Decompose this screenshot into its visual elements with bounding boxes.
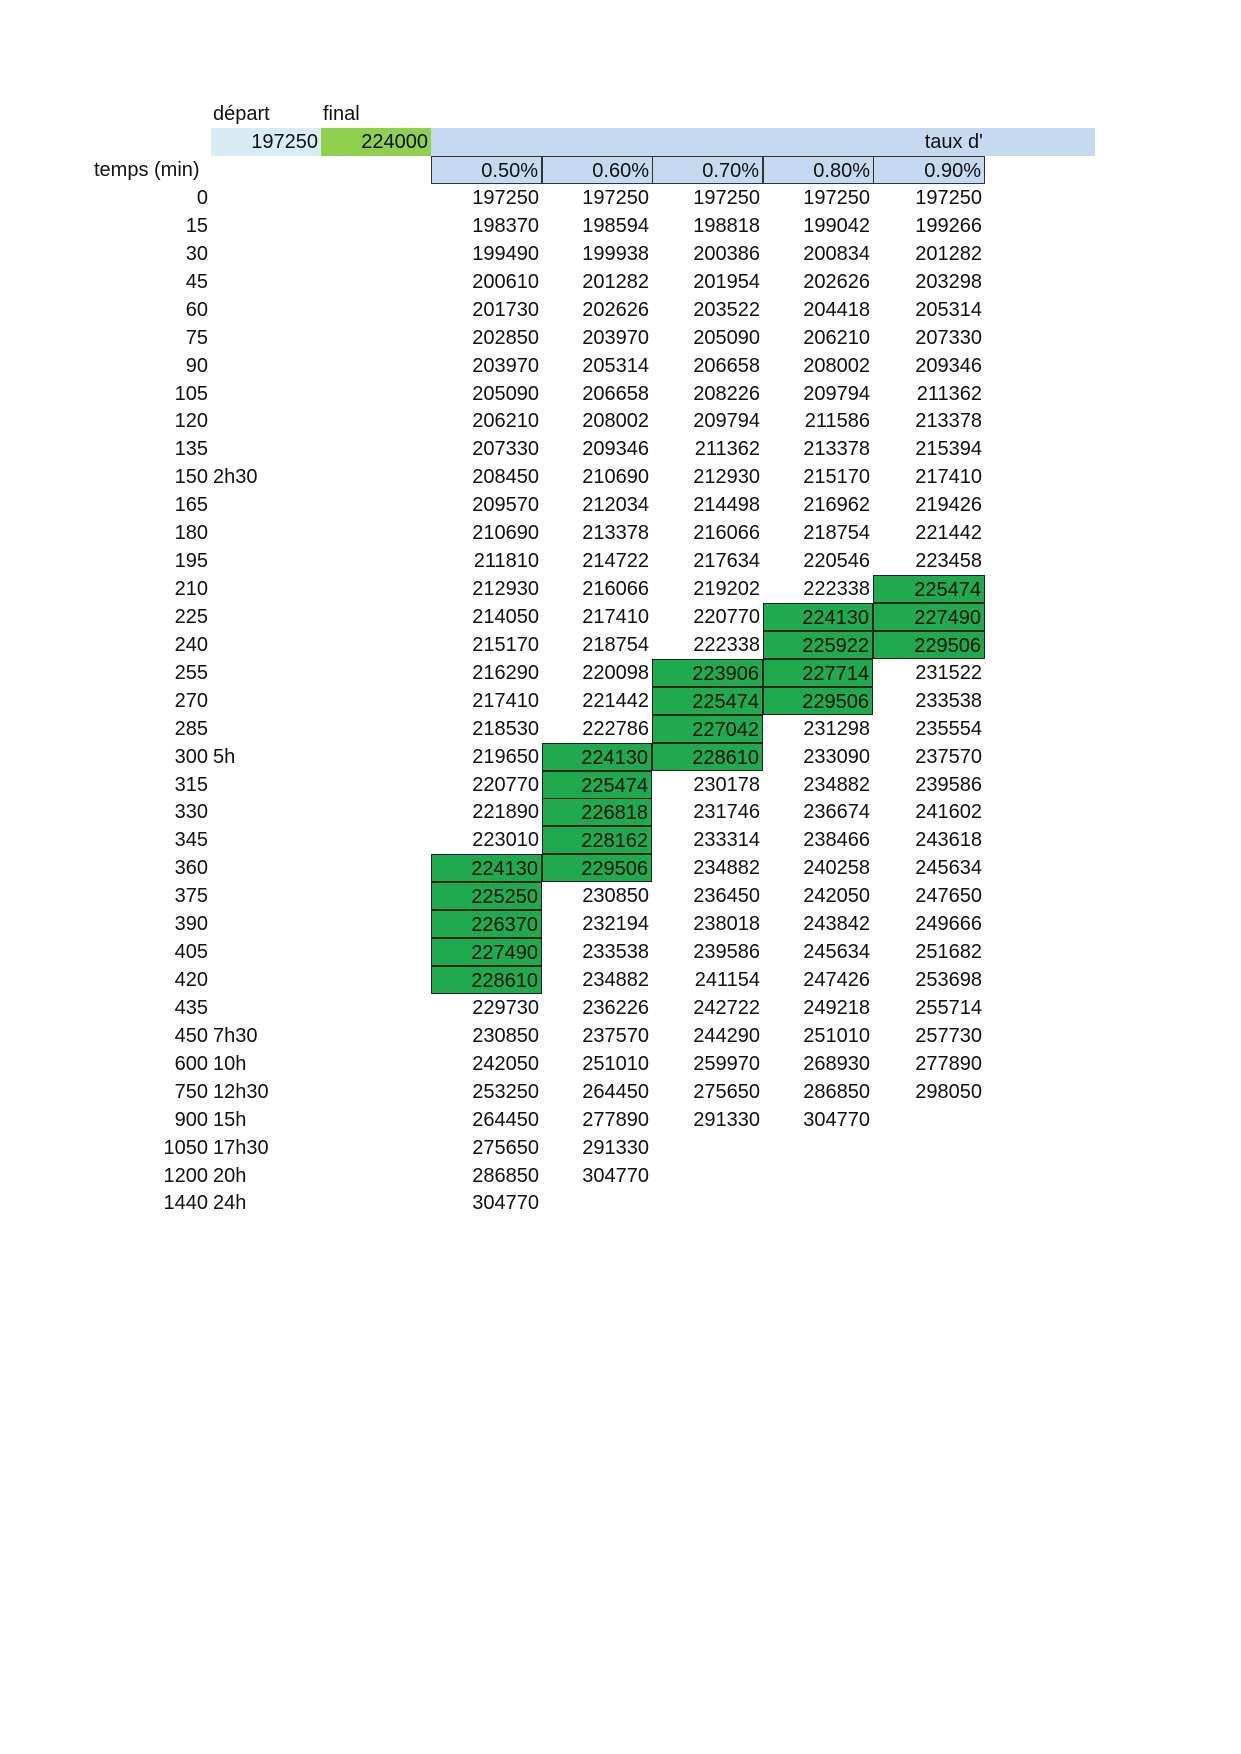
value-cell[interactable]: 212034: [582, 494, 649, 517]
value-cell[interactable]: 207330: [472, 438, 539, 461]
value-cell[interactable]: 268930: [803, 1052, 870, 1075]
value-cell[interactable]: 249666: [915, 913, 982, 936]
value-cell[interactable]: 242050: [472, 1052, 539, 1075]
value-cell[interactable]: 208002: [582, 410, 649, 433]
value-cell[interactable]: 215394: [915, 438, 982, 461]
time-cell[interactable]: 105: [174, 382, 208, 405]
value-cell[interactable]: 286850: [803, 1080, 870, 1103]
value-cell[interactable]: 212930: [472, 578, 539, 601]
value-cell[interactable]: 208226: [693, 382, 760, 405]
time-cell[interactable]: 240: [174, 633, 208, 656]
time-cell[interactable]: 450: [174, 1024, 208, 1047]
duration-note-cell[interactable]: 2h30: [213, 466, 258, 489]
value-cell[interactable]: 213378: [915, 410, 982, 433]
value-cell[interactable]: 241602: [915, 801, 982, 824]
value-cell[interactable]: 259970: [693, 1052, 760, 1075]
duration-note-cell[interactable]: [211, 240, 321, 268]
value-cell[interactable]: 236226: [582, 996, 649, 1019]
value-cell-reached[interactable]: 229506: [763, 687, 873, 715]
duration-note-cell[interactable]: 5h: [213, 745, 236, 768]
value-cell[interactable]: 237570: [582, 1024, 649, 1047]
duration-note-cell[interactable]: 15h: [213, 1108, 247, 1131]
time-cell[interactable]: 300: [174, 745, 208, 768]
value-cell[interactable]: 236674: [803, 801, 870, 824]
value-cell[interactable]: 222338: [803, 578, 870, 601]
value-cell[interactable]: 210690: [472, 522, 539, 545]
duration-note-cell[interactable]: 24h: [213, 1192, 247, 1215]
value-cell[interactable]: 223010: [472, 829, 539, 852]
value-cell[interactable]: 198594: [582, 214, 649, 237]
value-cell[interactable]: 240258: [803, 857, 870, 880]
final-value-cell[interactable]: 224000: [321, 128, 431, 156]
value-cell[interactable]: 210690: [582, 466, 649, 489]
value-cell[interactable]: 207330: [915, 326, 982, 349]
value-cell[interactable]: 216290: [472, 661, 539, 684]
value-cell[interactable]: 233538: [915, 689, 982, 712]
time-cell[interactable]: 45: [185, 270, 208, 293]
value-cell[interactable]: 201730: [472, 298, 539, 321]
duration-note-cell[interactable]: [211, 184, 321, 212]
time-cell[interactable]: 15: [185, 214, 208, 237]
value-cell[interactable]: 264450: [582, 1080, 649, 1103]
value-cell[interactable]: 219650: [472, 745, 539, 768]
time-cell[interactable]: 60: [185, 298, 208, 321]
duration-note-cell[interactable]: [211, 882, 321, 910]
rate-header-band: [431, 128, 1095, 156]
time-cell[interactable]: 315: [174, 773, 208, 796]
value-cell[interactable]: 239586: [915, 773, 982, 796]
time-cell[interactable]: 600: [174, 1052, 208, 1075]
value-cell-reached[interactable]: 227490: [873, 603, 985, 631]
value-cell[interactable]: 200610: [472, 270, 539, 293]
value-cell[interactable]: 200386: [693, 242, 760, 265]
value-cell[interactable]: 203970: [582, 326, 649, 349]
duration-note-cell[interactable]: [211, 603, 321, 631]
duration-note-cell[interactable]: 10h: [213, 1052, 247, 1075]
time-cell[interactable]: 900: [174, 1108, 208, 1131]
value-cell[interactable]: 218754: [803, 522, 870, 545]
value-cell[interactable]: 251010: [582, 1052, 649, 1075]
value-cell[interactable]: 214722: [582, 550, 649, 573]
value-cell[interactable]: [652, 1189, 763, 1217]
duration-note-cell[interactable]: [211, 352, 321, 380]
time-cell[interactable]: 30: [185, 242, 208, 265]
value-cell[interactable]: 197250: [472, 187, 539, 209]
duration-note-cell[interactable]: [211, 212, 321, 240]
value-cell-reached[interactable]: 227042: [652, 715, 763, 743]
value-cell[interactable]: 275650: [472, 1136, 539, 1159]
value-cell[interactable]: [652, 1162, 763, 1190]
value-cell[interactable]: 209346: [915, 354, 982, 377]
value-cell[interactable]: 212930: [693, 466, 760, 489]
value-cell[interactable]: 216066: [693, 522, 760, 545]
value-cell-reached[interactable]: 227714: [763, 659, 873, 687]
value-cell[interactable]: 197250: [803, 187, 870, 209]
duration-note-cell[interactable]: 7h30: [213, 1024, 258, 1047]
value-cell[interactable]: 205314: [582, 354, 649, 377]
value-cell[interactable]: 233314: [693, 829, 760, 852]
value-cell[interactable]: 216962: [803, 494, 870, 517]
time-cell[interactable]: 210: [174, 578, 208, 601]
time-cell[interactable]: 285: [174, 717, 208, 740]
value-cell[interactable]: 220098: [582, 661, 649, 684]
value-cell-reached[interactable]: 227490: [431, 938, 542, 966]
value-cell[interactable]: 209570: [472, 494, 539, 517]
value-cell[interactable]: 230850: [582, 885, 649, 908]
time-cell[interactable]: 255: [174, 661, 208, 684]
time-cell[interactable]: 360: [174, 857, 208, 880]
value-cell-reached[interactable]: 226370: [431, 910, 542, 938]
value-cell[interactable]: 242722: [693, 996, 760, 1019]
value-cell[interactable]: 236450: [693, 885, 760, 908]
value-cell[interactable]: [873, 1106, 985, 1134]
duration-note-cell[interactable]: [211, 631, 321, 659]
value-cell[interactable]: 219426: [915, 494, 982, 517]
value-cell[interactable]: 206210: [803, 326, 870, 349]
duration-note-cell[interactable]: [211, 435, 321, 463]
time-cell[interactable]: 75: [185, 326, 208, 349]
value-cell[interactable]: 214050: [472, 605, 539, 628]
time-cell[interactable]: 1050: [163, 1136, 208, 1159]
value-cell[interactable]: [873, 1189, 985, 1217]
value-cell-reached[interactable]: 229506: [542, 854, 652, 882]
value-cell-reached[interactable]: 225922: [763, 631, 873, 659]
value-cell[interactable]: 201282: [582, 270, 649, 293]
value-cell[interactable]: [873, 1162, 985, 1190]
value-cell[interactable]: 251010: [803, 1024, 870, 1047]
value-cell[interactable]: 213378: [803, 438, 870, 461]
value-cell[interactable]: 304770: [803, 1108, 870, 1131]
value-cell[interactable]: 199490: [472, 242, 539, 265]
duration-note-cell[interactable]: [211, 659, 321, 687]
time-cell[interactable]: 150: [174, 466, 208, 489]
time-cell[interactable]: 90: [185, 354, 208, 377]
value-cell[interactable]: 213378: [582, 522, 649, 545]
time-cell[interactable]: 270: [174, 689, 208, 712]
time-cell[interactable]: 225: [174, 605, 208, 628]
value-cell[interactable]: 206658: [582, 382, 649, 405]
value-cell[interactable]: 264450: [472, 1108, 539, 1131]
value-cell[interactable]: 239586: [693, 941, 760, 964]
value-cell[interactable]: 231746: [693, 801, 760, 824]
time-cell[interactable]: 1200: [163, 1164, 208, 1187]
duration-note-cell[interactable]: [211, 798, 321, 826]
value-cell-reached[interactable]: 228610: [431, 966, 542, 994]
value-cell[interactable]: 247650: [915, 885, 982, 908]
time-cell[interactable]: 1440: [163, 1192, 208, 1215]
value-cell[interactable]: 202850: [472, 326, 539, 349]
value-cell[interactable]: 253250: [472, 1080, 539, 1103]
value-cell[interactable]: 238466: [803, 829, 870, 852]
value-cell[interactable]: 229730: [472, 996, 539, 1019]
duration-note-cell[interactable]: [211, 938, 321, 966]
value-cell[interactable]: 231298: [803, 717, 870, 740]
value-cell[interactable]: 243618: [915, 829, 982, 852]
value-cell[interactable]: 233538: [582, 941, 649, 964]
value-cell-reached[interactable]: 224130: [763, 603, 873, 631]
value-cell[interactable]: 198818: [693, 214, 760, 237]
rate-header-cell[interactable]: 0.70%: [652, 156, 763, 184]
time-cell[interactable]: 120: [174, 410, 208, 433]
value-cell[interactable]: 233090: [803, 745, 870, 768]
value-cell[interactable]: 251682: [915, 941, 982, 964]
value-cell[interactable]: 291330: [693, 1108, 760, 1131]
duration-note-cell[interactable]: [211, 519, 321, 547]
duration-note-cell[interactable]: [211, 826, 321, 854]
duration-note-cell[interactable]: [211, 994, 321, 1022]
value-cell[interactable]: 211810: [473, 550, 539, 573]
value-cell-reached[interactable]: 225474: [542, 771, 652, 799]
value-cell[interactable]: 247426: [803, 969, 870, 992]
value-cell[interactable]: 201282: [915, 242, 982, 265]
value-cell[interactable]: 230178: [693, 773, 760, 796]
value-cell[interactable]: 211586: [804, 410, 870, 433]
value-cell[interactable]: 203298: [915, 270, 982, 293]
duration-note-cell[interactable]: 17h30: [213, 1136, 269, 1159]
value-cell-reached[interactable]: 224130: [542, 743, 652, 771]
value-cell[interactable]: 216066: [582, 578, 649, 601]
temps-header: temps (min): [94, 159, 200, 181]
time-cell[interactable]: 135: [174, 438, 208, 461]
value-cell[interactable]: 199938: [582, 242, 649, 265]
value-cell[interactable]: [763, 1189, 873, 1217]
value-cell[interactable]: 218754: [582, 633, 649, 656]
duration-note-cell[interactable]: [211, 547, 321, 575]
value-cell[interactable]: 241154: [694, 969, 760, 992]
rate-header-cell[interactable]: 0.60%: [542, 156, 653, 184]
value-cell[interactable]: 198370: [472, 214, 539, 237]
value-cell-reached[interactable]: 225474: [652, 687, 763, 715]
duration-note-cell[interactable]: [211, 854, 321, 882]
value-cell[interactable]: 204418: [803, 298, 870, 321]
value-cell[interactable]: 223458: [915, 550, 982, 573]
value-cell[interactable]: 197250: [915, 187, 982, 209]
duration-note-cell[interactable]: [211, 268, 321, 296]
value-cell[interactable]: 230850: [472, 1024, 539, 1047]
value-cell[interactable]: 255714: [915, 996, 982, 1019]
rate-header-cell[interactable]: 0.90%: [873, 156, 985, 184]
time-cell[interactable]: 330: [174, 801, 208, 824]
value-cell[interactable]: 245634: [915, 857, 982, 880]
value-cell[interactable]: 202626: [582, 298, 649, 321]
value-cell[interactable]: 209346: [582, 438, 649, 461]
value-cell[interactable]: 200834: [803, 242, 870, 265]
value-cell-reached[interactable]: 229506: [873, 631, 985, 659]
value-cell-reached[interactable]: 228610: [652, 743, 763, 771]
value-cell[interactable]: 221890: [472, 801, 539, 824]
taux-label: taux d': [924, 131, 983, 153]
value-cell[interactable]: 205090: [472, 382, 539, 405]
duration-note-cell[interactable]: [211, 407, 321, 435]
value-cell[interactable]: 243842: [803, 913, 870, 936]
value-cell-reached[interactable]: 223906: [652, 659, 763, 687]
value-cell[interactable]: 220770: [472, 773, 539, 796]
time-cell[interactable]: 435: [174, 996, 208, 1019]
duration-note-cell[interactable]: [211, 771, 321, 799]
value-cell-reached[interactable]: 224130: [431, 854, 542, 882]
value-cell[interactable]: 253698: [915, 969, 982, 992]
value-cell[interactable]: 203970: [472, 354, 539, 377]
final-label: final: [323, 103, 360, 125]
duration-note-cell[interactable]: [211, 380, 321, 408]
value-cell[interactable]: 205090: [693, 326, 760, 349]
value-cell[interactable]: 217410: [582, 605, 649, 628]
value-cell[interactable]: 242050: [803, 885, 870, 908]
duration-note-cell[interactable]: [211, 324, 321, 352]
value-cell[interactable]: [763, 1162, 873, 1190]
time-cell[interactable]: 405: [174, 941, 208, 964]
duration-note-cell[interactable]: [211, 491, 321, 519]
time-cell[interactable]: 165: [174, 494, 208, 517]
value-cell[interactable]: 277890: [582, 1108, 649, 1131]
value-cell[interactable]: 217634: [693, 550, 760, 573]
time-cell[interactable]: 375: [174, 885, 208, 908]
value-cell[interactable]: 304770: [582, 1164, 649, 1187]
value-cell[interactable]: 286850: [472, 1164, 539, 1187]
value-cell-reached[interactable]: 225474: [873, 575, 985, 603]
duration-note-cell[interactable]: [211, 966, 321, 994]
time-cell[interactable]: 180: [174, 522, 208, 545]
value-cell-reached[interactable]: 226818: [542, 798, 652, 826]
value-cell[interactable]: 275650: [693, 1080, 760, 1103]
value-cell[interactable]: 209794: [803, 382, 870, 405]
rate-header-cell[interactable]: 0.80%: [763, 156, 874, 184]
value-cell[interactable]: 220546: [803, 550, 870, 573]
rate-header-cell[interactable]: 0.50%: [431, 156, 542, 184]
value-cell[interactable]: 199266: [915, 214, 982, 237]
time-cell[interactable]: 420: [174, 969, 208, 992]
value-cell[interactable]: 215170: [803, 466, 870, 489]
value-cell[interactable]: 218530: [472, 717, 539, 740]
value-cell[interactable]: 222338: [693, 633, 760, 656]
value-cell[interactable]: 221442: [915, 522, 982, 545]
time-cell[interactable]: 0: [196, 187, 208, 209]
value-cell-reached[interactable]: 228162: [542, 826, 652, 854]
value-cell[interactable]: 220770: [693, 605, 760, 628]
value-cell[interactable]: 211362: [916, 382, 982, 405]
value-cell[interactable]: 232194: [582, 913, 649, 936]
value-cell[interactable]: 209794: [693, 410, 760, 433]
value-cell[interactable]: 205314: [915, 298, 982, 321]
value-cell[interactable]: 277890: [915, 1052, 982, 1075]
value-cell[interactable]: 214498: [693, 494, 760, 517]
value-cell[interactable]: 215170: [472, 633, 539, 656]
value-cell[interactable]: 197250: [582, 187, 649, 209]
value-cell[interactable]: 304770: [472, 1192, 539, 1215]
value-cell[interactable]: 245634: [803, 941, 870, 964]
value-cell[interactable]: 222786: [582, 717, 649, 740]
value-cell[interactable]: 206658: [693, 354, 760, 377]
value-cell[interactable]: 197250: [693, 187, 760, 209]
value-cell[interactable]: 234882: [582, 969, 649, 992]
value-cell[interactable]: 221442: [582, 689, 649, 712]
value-cell[interactable]: 202626: [803, 270, 870, 293]
time-cell[interactable]: 345: [174, 829, 208, 852]
value-cell[interactable]: [542, 1189, 652, 1217]
value-cell[interactable]: 219202: [693, 578, 760, 601]
value-cell[interactable]: 249218: [803, 996, 870, 1019]
time-cell[interactable]: 750: [174, 1080, 208, 1103]
duration-note-cell[interactable]: [211, 687, 321, 715]
value-cell[interactable]: 208450: [472, 466, 539, 489]
value-cell[interactable]: [763, 1134, 873, 1162]
value-cell[interactable]: 217410: [472, 689, 539, 712]
value-cell[interactable]: 231522: [915, 661, 982, 684]
time-cell[interactable]: 390: [174, 913, 208, 936]
value-cell[interactable]: 237570: [915, 745, 982, 768]
duration-note-cell[interactable]: 20h: [213, 1164, 247, 1187]
value-cell[interactable]: 234882: [803, 773, 870, 796]
depart-label: départ: [213, 103, 270, 125]
value-cell[interactable]: 208002: [803, 354, 870, 377]
time-cell[interactable]: 195: [174, 550, 208, 573]
value-cell[interactable]: 235554: [915, 717, 982, 740]
value-cell[interactable]: 244290: [693, 1024, 760, 1047]
duration-note-cell[interactable]: [211, 575, 321, 603]
value-cell[interactable]: 234882: [693, 857, 760, 880]
duration-note-cell[interactable]: [211, 296, 321, 324]
value-cell[interactable]: 199042: [803, 214, 870, 237]
value-cell[interactable]: 201954: [693, 270, 760, 293]
duration-note-cell[interactable]: [211, 715, 321, 743]
value-cell[interactable]: 298050: [915, 1080, 982, 1103]
value-cell[interactable]: 217410: [915, 466, 982, 489]
value-cell-reached[interactable]: 225250: [431, 882, 542, 910]
value-cell[interactable]: 291330: [582, 1136, 649, 1159]
duration-note-cell[interactable]: [211, 910, 321, 938]
duration-note-cell[interactable]: 12h30: [213, 1080, 269, 1103]
value-cell[interactable]: [652, 1134, 763, 1162]
value-cell[interactable]: 203522: [693, 298, 760, 321]
depart-value-cell[interactable]: 197250: [211, 128, 321, 156]
value-cell[interactable]: [873, 1134, 985, 1162]
value-cell[interactable]: 211362: [694, 438, 760, 461]
value-cell[interactable]: 238018: [693, 913, 760, 936]
value-cell[interactable]: 206210: [472, 410, 539, 433]
value-cell[interactable]: 257730: [915, 1024, 982, 1047]
